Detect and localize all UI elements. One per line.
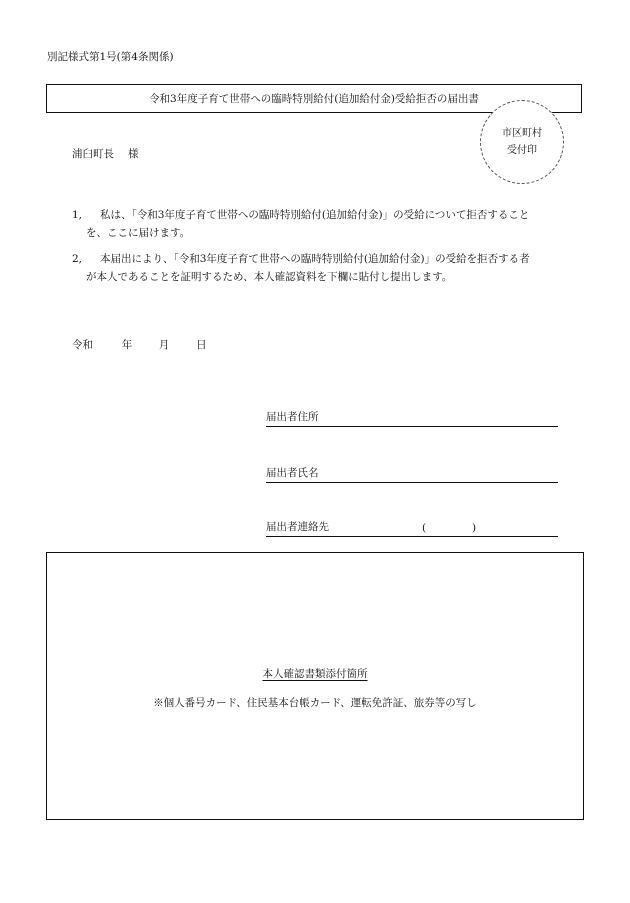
address-label: 届出者住所: [266, 411, 319, 423]
date-year: 年: [121, 339, 133, 351]
date-month: 月: [158, 339, 170, 351]
item-text-line1: 本届出により、「令和3年度子育て世帯への臨時特別給付(追加給付金)」の受給を拒否する者: [100, 253, 530, 265]
date-era: 令和: [72, 339, 93, 351]
attachment-title: 本人確認書類添付箇所: [262, 668, 368, 680]
item-text-line2: が本人であることを証明するため、本人確認資料を下欄に貼付し提出します。: [86, 271, 453, 283]
name-field[interactable]: [266, 466, 558, 483]
attachment-note: ※個人番号カード、住民基本台帳カード、運転免許証、旅券等の写し: [153, 697, 477, 709]
contact-label: 届出者連絡先: [266, 521, 329, 533]
form-number: 別記様式第1号(第4条関係): [47, 51, 174, 63]
address-field[interactable]: [266, 410, 558, 427]
paren-open: (: [422, 522, 427, 534]
item-number: 2,: [72, 253, 83, 265]
statement-item-1: [72, 206, 592, 242]
addressee: [72, 146, 139, 161]
reception-stamp-circle: [480, 100, 564, 184]
item-number: 1,: [72, 209, 83, 221]
id-attachment-box: [46, 552, 584, 820]
contact-field[interactable]: [266, 520, 558, 537]
addressee-name: 浦臼町長: [72, 148, 114, 160]
stamp-line-2: 受付印: [507, 145, 537, 156]
item-text-line2: を、ここに届けます。: [86, 227, 191, 239]
date-day: 日: [196, 339, 207, 351]
document-title: 令和3年度子育て世帯への臨時特別給付(追加給付金)受給拒否の届出書: [149, 93, 479, 105]
statement-item-2: [72, 250, 592, 286]
addressee-honorific: 様: [128, 148, 139, 160]
stamp-line-1: 市区町村: [502, 128, 542, 139]
name-label: 届出者氏名: [266, 467, 319, 479]
paren-close: ): [472, 522, 477, 534]
date-line: [72, 337, 207, 352]
item-text-line1: 私は、「令和3年度子育て世帯への臨時特別給付(追加給付金)」の受給について拒否すること: [100, 209, 530, 221]
